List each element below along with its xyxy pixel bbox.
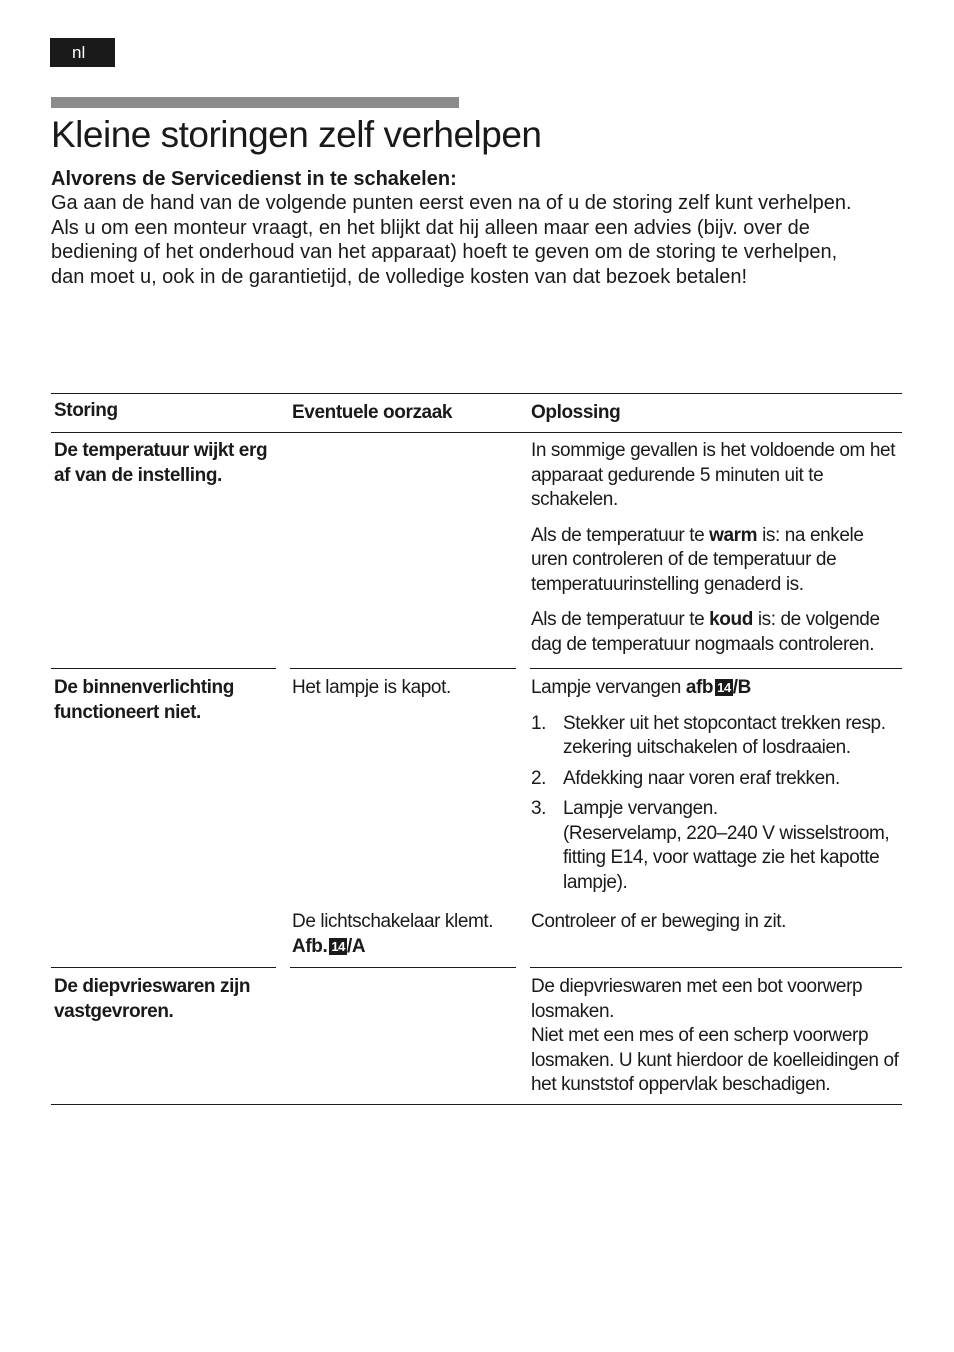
row2-rule-col3 — [530, 967, 902, 968]
figure-ref: Afb. — [292, 935, 328, 957]
row1-solution-3 — [531, 608, 899, 657]
table-top-rule — [51, 393, 902, 394]
header-storing: Storing — [54, 400, 118, 421]
figure-ref: afb — [685, 677, 714, 698]
cause-figure-ref — [292, 935, 514, 960]
page-title: Kleine storingen zelf verhelpen — [51, 114, 542, 155]
figure-suffix: /A — [347, 935, 366, 957]
list-item — [531, 767, 899, 792]
figure-number-box: 14 — [717, 680, 731, 695]
step-text: Lampje vervangen. — [563, 798, 718, 819]
figure-suffix: /B — [732, 677, 751, 698]
row1-rule-col2 — [290, 668, 516, 669]
step-note: (Reservelamp, 220–240 V wisselstroom, fitting E14, voor wattage zie het kapotte lampje). — [563, 822, 890, 893]
intro-paragraph-1: Ga aan de hand van de volgende punten eerst even na of u de storing zelf kunt verhelpen. — [51, 192, 852, 215]
list-item — [531, 797, 899, 895]
row1-rule-col3 — [530, 668, 902, 669]
spacer — [531, 597, 899, 608]
figure-number-box: 14 — [331, 938, 346, 954]
row1-solution-1: In sommige gevallen is het voldoende om het apparaat gedurende 5 minuten uit te schakelen. — [531, 440, 896, 510]
text: is: na enkele uren controleren of de temperatuur de temperatuurinstelling genaderd is. — [531, 524, 864, 595]
step-number: 2. — [531, 767, 547, 789]
row2-oplossing — [531, 676, 899, 901]
spacer — [531, 513, 899, 524]
cause-text: De lichtschakelaar klemt. — [292, 911, 494, 932]
step-text: Stekker uit het stopcontact trekken resp. zekering uitschakelen of losdraaien. — [563, 712, 886, 758]
step-text: Afdekking naar voren eraf trekken. — [563, 767, 840, 789]
header-oplossing: Oplossing — [531, 402, 621, 423]
replacement-steps — [531, 712, 899, 896]
row2-solution-2: Controleer of er beweging in zit. — [531, 911, 787, 932]
text: Als de temperatuur te — [531, 609, 710, 630]
header-oorzaak: Eventuele oorzaak — [292, 402, 453, 423]
row2-cause-2 — [292, 910, 514, 959]
intro-paragraph-2: Als u om een monteur vraagt, en het blijkt dat hij alleen maar een advies (bijv. over de bediening of het onderhoud van het apparaat) hoeft te geven om de storing te verhelpen, dan moet u, ook in de garantietijd, de volledige kosten van dat bezoek betalen! — [51, 216, 838, 288]
row3-oplossing — [531, 975, 899, 1098]
text: Als de temperatuur te — [531, 524, 710, 546]
keyword-warm: warm — [709, 524, 758, 546]
row2-solution-1 — [531, 676, 899, 701]
list-item — [531, 712, 899, 761]
row1-storing: De temperatuur wijkt erg af van de instelling. — [54, 440, 268, 486]
step-number: 1. — [531, 712, 547, 734]
intro-lead: Alvorens de Servicedienst in te schakelen: — [51, 168, 457, 190]
keyword-koud: koud — [709, 609, 753, 630]
text: Lampje vervangen — [531, 677, 686, 698]
spacer — [531, 701, 899, 712]
header-bottom-rule — [51, 432, 902, 433]
row2-cause-1: Het lampje is kapot. — [292, 677, 451, 698]
row2-storing: De binnenverlichting functioneert niet. — [54, 677, 234, 723]
row3-solution-2: Niet met een mes of een scherp voorwerp losmaken. U kunt hierdoor de koelleidingen of het kunststof oppervlak beschadigen. — [531, 1025, 899, 1095]
row3-solution-1: De diepvrieswaren met een bot voorwerp losmaken. — [531, 976, 863, 1022]
row1-solution-2 — [531, 524, 899, 598]
row3-storing: De diepvrieswaren zijn vastgevroren. — [54, 976, 251, 1022]
language-badge: nl — [50, 38, 115, 67]
row2-rule-col1 — [51, 967, 276, 968]
title-rule — [51, 97, 459, 108]
text: is: de volgende dag de temperatuur nogmaals controleren. — [531, 609, 880, 655]
step-number: 3. — [531, 798, 547, 819]
row1-oplossing — [531, 439, 899, 657]
intro-section — [51, 167, 871, 289]
row2-rule-col2 — [290, 967, 516, 968]
table-bottom-rule — [51, 1104, 902, 1105]
row1-rule-col1 — [51, 668, 276, 669]
